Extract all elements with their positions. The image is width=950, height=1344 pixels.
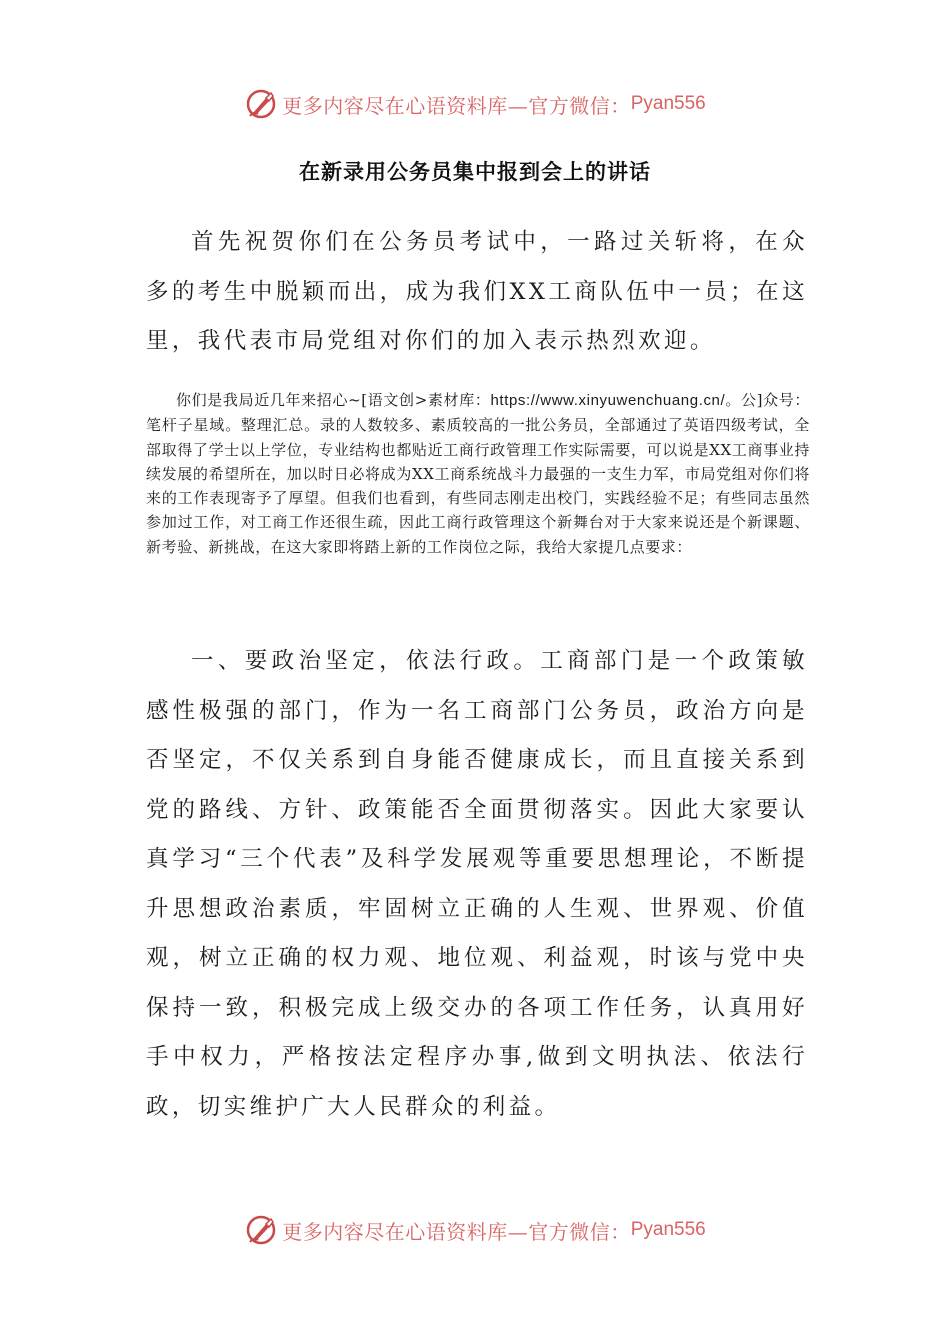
- paragraph-body-rest: 。公]众号：笔杆子星域。整理汇总。录的人数较多、素质较高的一批公务员，全部通过了英语四级考试，全部取得了学士以上学位，专业结构也都贴近工商行政管理工作实际需要，可以说是XX工商事业持续发展的希望所在，加以时日必将成为XX工商系统战斗力最强的一支生力军，市局党组对你们将来的工作表现寄予了厚望。但我们也看到，有些同志刚走出校门，实践经验不足；有些同志虽然参加过工作，对工商工作还很生疏，因此工商行政管理这个新舞台对于大家来说还是个新课题、新考验、新挑战，在这大家即将踏上新的工作岗位之际，我给大家提几点要求：: [146, 391, 811, 556]
- banner-text: 更多内容尽在心语资料库—官方微信：: [282, 1219, 631, 1244]
- pen-nib-icon: [244, 87, 278, 121]
- paragraph-body: [146, 388, 810, 559]
- header-banner: [0, 84, 950, 124]
- paragraph-point-one: 一、要政治坚定，依法行政。工商部门是一个政策敏感性极强的部门，作为一名工商部门公务员，政治方向是否坚定，不仅关系到自身能否健康成长，而且直接关系到党的路线、方针、政策能否全面贯彻落实。因此大家要认真学习“三个代表”及科学发展观等重要思想理论，不断提升思想政治素质，牢固树立正确的人生观、世界观、价值观，树立正确的权力观、地位观、利益观，时该与党中央保持一致，积极完成上级交办的各项工作任务，认真用好手中权力，严格按法定程序办事,做到文明执法、依法行政，切实维护广大人民群众的利益。: [146, 648, 808, 1120]
- source-url: https://www.xinyuwenchuang.cn/: [490, 392, 726, 409]
- paragraph-body-lead: 你们是我局近几年来招心~[语文创>素材库：: [176, 391, 491, 409]
- pen-nib-icon: [244, 1213, 278, 1247]
- paragraph-intro: 首先祝贺你们在公务员考试中，一路过关斩将，在众多的考生中脱颖而出，成为我们XX工商队伍中一员；在这里，我代表市局党组对你们的加入表示热烈欢迎。: [146, 229, 808, 354]
- banner-wechat-id: Pyan556: [630, 1219, 706, 1240]
- footer-banner: [0, 1210, 950, 1250]
- banner-text: 更多内容尽在心语资料库—官方微信：: [282, 93, 631, 118]
- banner-wechat-id: Pyan556: [630, 93, 706, 114]
- document-title: 在新录用公务员集中报到会上的讲话: [299, 160, 651, 184]
